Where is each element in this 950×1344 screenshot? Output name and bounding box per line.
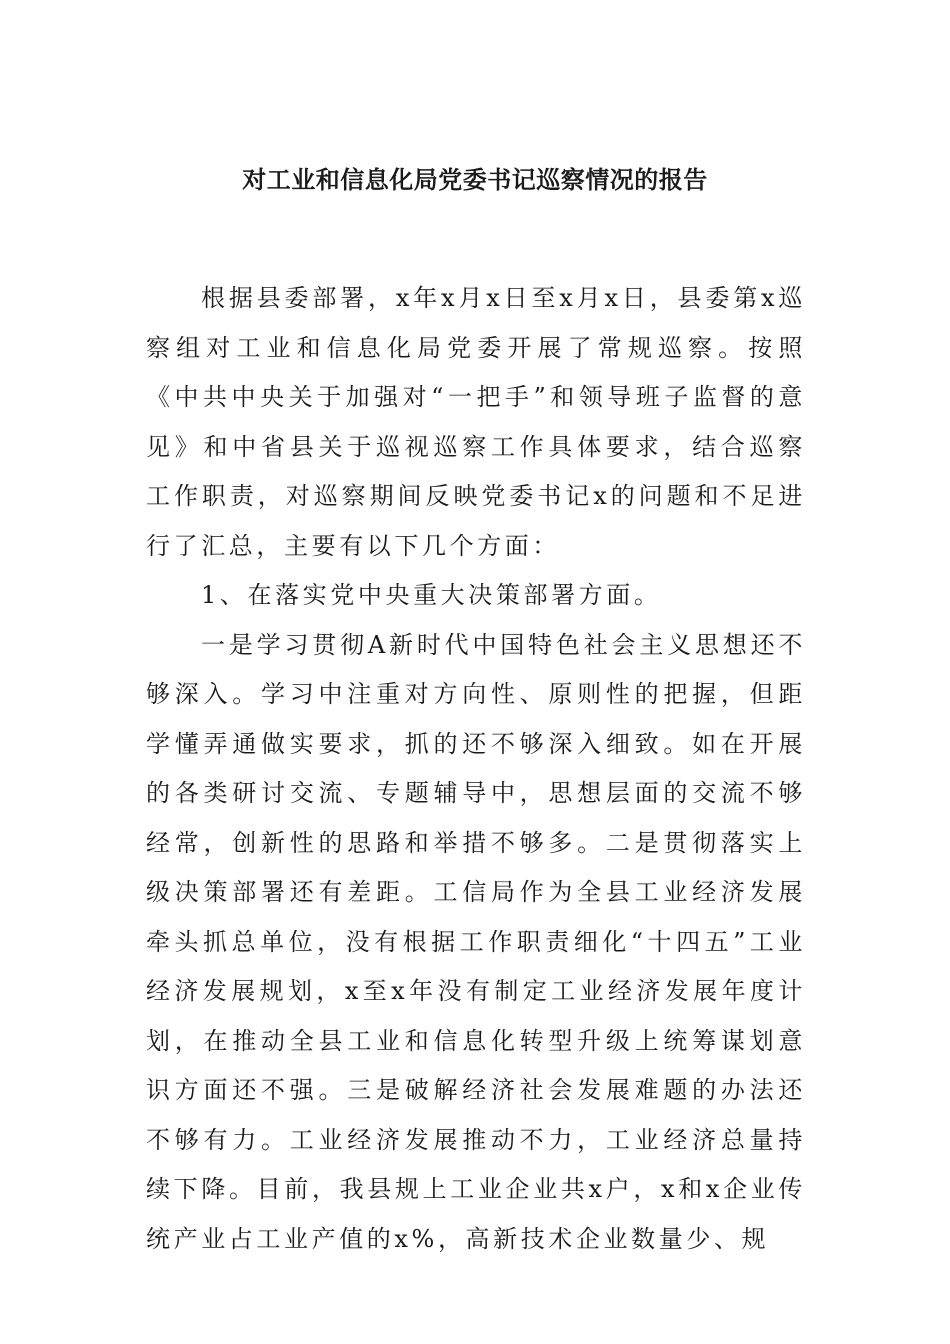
paragraph-intro: 根据县委部署，x年x月x日至x月x日，县委第x巡察组对工业和信息化局党委开展了常规巡察。按照《中共中央关于加强对“一把手”和领导班子监督的意见》和中省县关于巡视巡察工作具体要求，结合巡察工作职责，对巡察期间反映党委书记x的问题和不足进行了汇总，主要有以下几个方面： (146, 284, 806, 560)
paragraph-details: 一是学习贯彻A新时代中国特色社会主义思想还不够深入。学习中注重对方向性、原则性的把握，但距学懂弄通做实要求，抓的还不够深入细致。如在开展的各类研讨交流、专题辅导中，思想层面的交流不够经常，创新性的思路和举措不够多。二是贯彻落实上级决策部署还有差距。工信局作为全县工业经济发展牵头抓总单位，没有根据工作职责细化“十四五”工业经济发展规划，x至x年没有制定工业经济发展年度计划，在推动全县工业和信息化转型升级上统筹谋划意识方面还不强。三是破解经济社会发展难题的办法还不够有力。工业经济发展推动不力，工业经济总量持续下降。目前，我县规上工业企业共x户，x和x企业传统产业占工业产值的x%，高新技术企业数量少、规 (146, 630, 806, 1253)
document-body (146, 274, 806, 1264)
document-title: 对工业和信息化局党委书记巡察情况的报告 (242, 165, 708, 194)
paragraph-section-heading: 1、在落实党中央重大决策部署方面。 (201, 581, 662, 609)
